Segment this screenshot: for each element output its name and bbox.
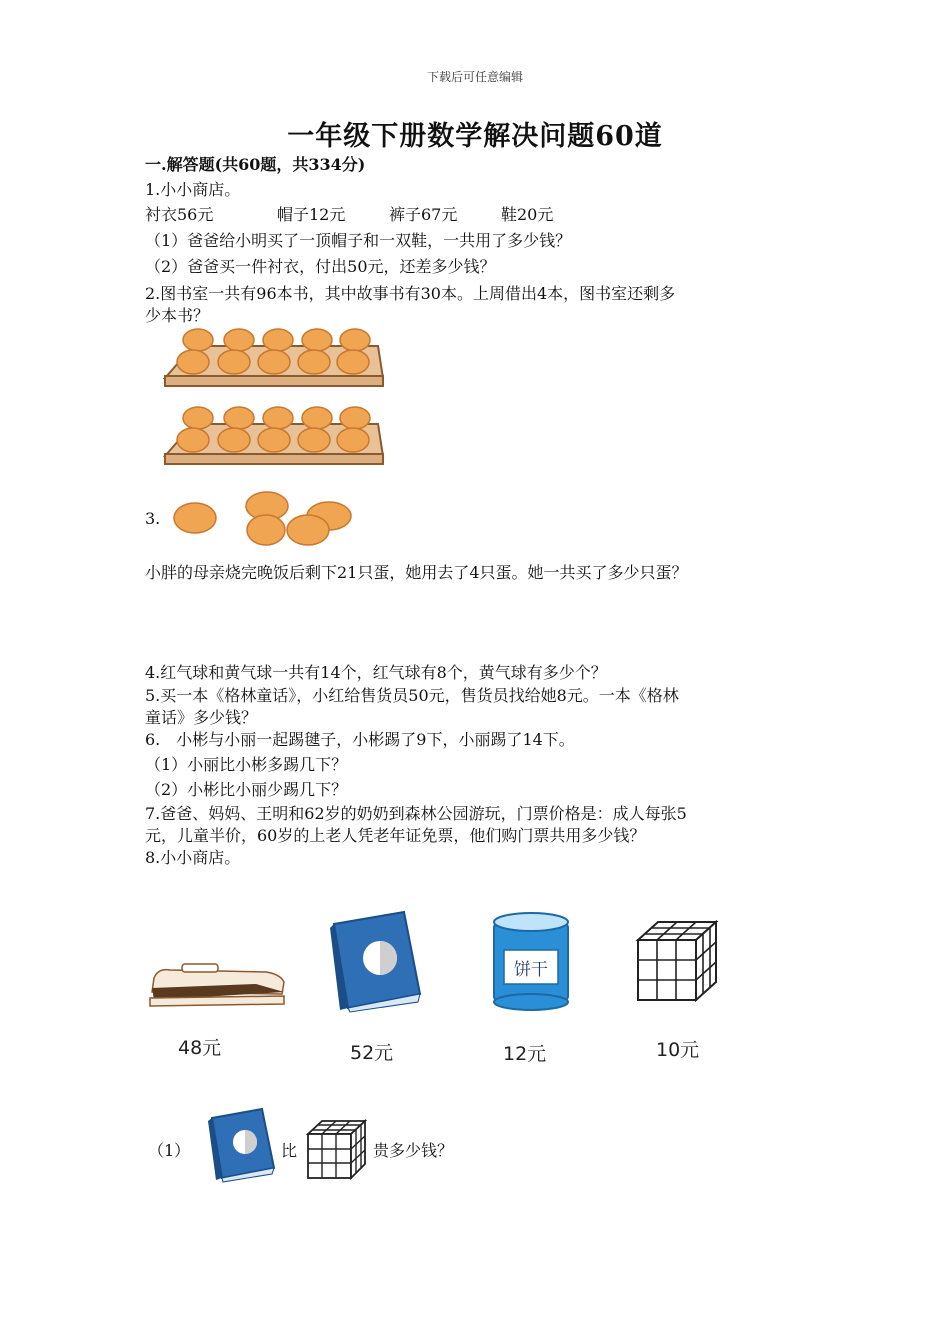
q1-stem: 1.小小商店。 [145, 180, 241, 199]
price-label-pizza: 48元 [178, 1037, 222, 1059]
q6-sub2: （2）小彬比小丽少踢几下？ [145, 780, 348, 799]
egg-icon [240, 490, 356, 548]
book-icon [330, 908, 422, 1012]
price-label-tin: 12元 [503, 1043, 547, 1065]
q7-line1: 7.爸爸、妈妈、王明和62岁的奶奶到森林公园游玩，门票价格是：成人每张5 [145, 804, 687, 823]
price-hat: 帽子12元 [277, 205, 346, 224]
q5-line1: 5.买一本《格林童话》，小红给售货员50元，售货员找给她8元。一本《格林 [145, 686, 679, 705]
q8-sub1-prefix: （1） [148, 1141, 191, 1160]
q3-number: 3. [145, 509, 161, 528]
egg-tray-icon [163, 406, 385, 468]
q4-text: 4.红气球和黄气球一共有14个，红气球有8个，黄气球有多少个？ [145, 663, 607, 682]
q1-sub1: （1）爸爸给小明买了一顶帽子和一双鞋，一共用了多少钱？ [145, 231, 572, 250]
q8-sub1-suffix: 贵多少钱？ [373, 1141, 454, 1160]
q5-line2: 童话》多少钱？ [145, 708, 258, 727]
header-note: 下载后可任意编辑 [426, 70, 523, 84]
book-icon [208, 1106, 276, 1182]
rubiks-cube-icon [636, 918, 720, 1004]
pizza-box-icon [146, 962, 288, 1010]
egg-icon [172, 500, 218, 536]
q2-line2: 少本书？ [145, 306, 210, 325]
q3-text: 小胖的母亲烧完晚饭后剩下21只蛋，她用去了4只蛋。她一共买了多少只蛋？ [145, 563, 688, 582]
q8-sub1-mid: 比 [281, 1141, 298, 1160]
price-shirt: 衬衣56元 [145, 205, 214, 224]
price-label-book: 52元 [350, 1042, 394, 1064]
section-heading: 一.解答题(共60题，共334分) [145, 155, 366, 174]
q1-price-row [145, 204, 553, 226]
page-title: 一年级下册数学解决问题60道 [287, 121, 663, 152]
rubiks-cube-icon [306, 1118, 368, 1180]
q1-sub2: （2）爸爸买一件衬衣，付出50元，还差多少钱？ [145, 257, 496, 276]
price-pants: 裤子67元 [389, 205, 458, 224]
egg-tray-icon [163, 328, 385, 390]
q6-stem: 6. 小彬与小丽一起踢毽子，小彬踢了9下，小丽踢了14下。 [145, 730, 575, 749]
q7-line2: 元，儿童半价，60岁的上老人凭老年证免票，他们购门票共用多少钱？ [145, 826, 646, 845]
price-label-cube: 10元 [656, 1039, 700, 1061]
q6-sub1: （1）小丽比小彬多踢几下？ [145, 755, 348, 774]
biscuit-tin-label: 饼干 [514, 960, 548, 980]
q2-line1: 2.图书室一共有96本书，其中故事书有30本。上周借出4本，图书室还剩多 [145, 284, 676, 303]
q8-stem: 8.小小商店。 [145, 848, 241, 867]
price-shoes: 鞋20元 [501, 205, 554, 224]
